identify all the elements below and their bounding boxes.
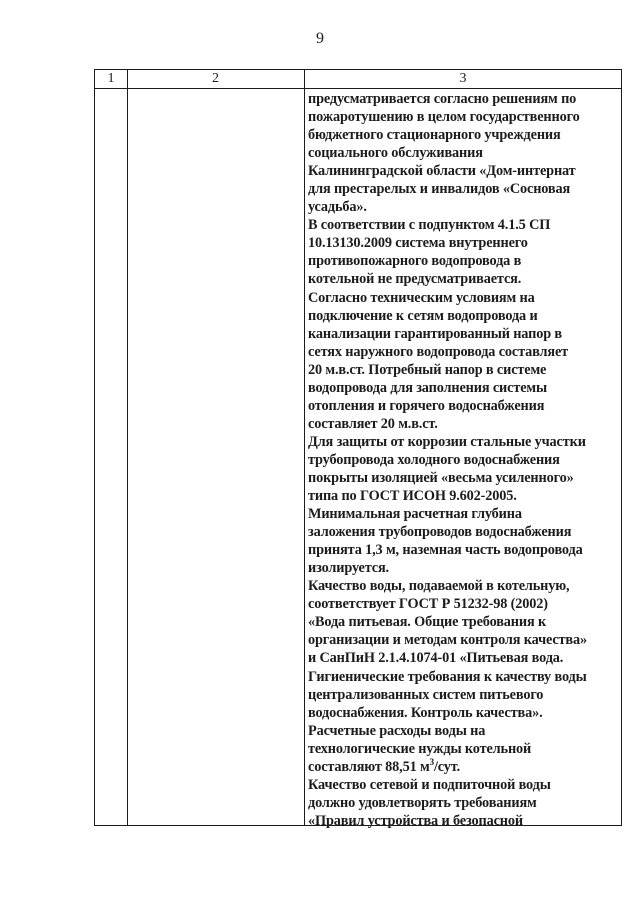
text-line: Для защиты от коррозии стальные участки (308, 433, 586, 450)
text-line: изолируется. (308, 560, 389, 577)
column-header-2: 2 (212, 71, 219, 86)
column-divider-1 (127, 70, 128, 825)
text-line-with-unit (308, 758, 620, 776)
text-line: «Вода питьевая. Общие требования к (308, 614, 547, 631)
text-line-part: составляют 88,51 м (308, 758, 430, 775)
text-line: Качество воды, подаваемой в котельную, (308, 578, 570, 595)
text-line: бюджетного стационарного учреждения (308, 127, 561, 144)
unit-tail: /сут. (433, 758, 461, 775)
document-table (94, 69, 622, 829)
text-line: водопровода для заполнения системы (308, 379, 547, 396)
text-line: Расчетные расходы воды на (308, 722, 486, 739)
text-line: усадьба». (308, 199, 367, 216)
text-line: водоснабжения. Контроль качества». (308, 704, 543, 721)
text-line: отопления и горячего водоснабжения (308, 397, 545, 414)
header-divider (95, 88, 621, 89)
text-line: пожаротушению в целом государственного (308, 109, 580, 126)
text-line: принята 1,3 м, наземная часть водопровода (308, 542, 583, 559)
column-divider-2 (304, 70, 305, 825)
text-line: централизованных систем питьевого (308, 686, 544, 703)
text-line: сетях наружного водопровода составляет (308, 343, 569, 360)
column-3-text (308, 90, 620, 830)
text-line: котельной не предусматривается. (308, 271, 522, 288)
text-line: покрыты изоляцией «весьма усиленного» (308, 469, 574, 486)
text-line: подключение к сетям водопровода и (308, 307, 538, 324)
column-header-3: 3 (459, 71, 467, 86)
text-line: типа по ГОСТ ИСОН 9.602-2005. (308, 488, 517, 505)
text-line: предусматривается согласно решениям по (308, 91, 577, 107)
column-header-1: 1 (107, 71, 115, 86)
text-line: и СанПиН 2.1.4.1074-01 «Питьевая вода. (308, 650, 564, 667)
text-line: соответствует ГОСТ Р 51232-98 (2002) (308, 596, 548, 613)
text-line: 10.13130.2009 система внутреннего (308, 235, 528, 252)
page-number: 9 (316, 30, 324, 47)
text-line: социального обслуживания (308, 145, 483, 162)
text-line: для престарелых и инвалидов «Сосновая (308, 181, 571, 198)
text-line: Калининградской области «Дом-интернат (308, 163, 576, 180)
text-line: противопожарного водопровода в (308, 253, 522, 270)
text-line: организации и методам контроля качества» (308, 632, 587, 649)
text-line: Гигиенические требования к качеству воды (308, 668, 587, 685)
text-line: технологические нужды котельной (308, 740, 532, 757)
text-line: Качество сетевой и подпиточной воды (308, 776, 551, 793)
text-line: В соответствии с подпунктом 4.1.5 СП (308, 217, 551, 234)
text-line: Минимальная расчетная глубина (308, 506, 522, 523)
text-line: трубопровода холодного водоснабжения (308, 451, 560, 468)
text-line: 20 м.в.ст. Потребный напор в системе (308, 361, 547, 378)
text-line: должно удовлетворять требованиям (308, 794, 537, 811)
text-line: составляет 20 м.в.ст. (308, 415, 438, 432)
text-line: Согласно техническим условиям на (308, 289, 535, 306)
text-line: канализации гарантированный напор в (308, 325, 562, 342)
text-line: заложения трубопроводов водоснабжения (308, 524, 572, 541)
text-line: «Правил устройства и безопасной (308, 812, 523, 829)
unit-superscript: 3 (429, 756, 434, 767)
